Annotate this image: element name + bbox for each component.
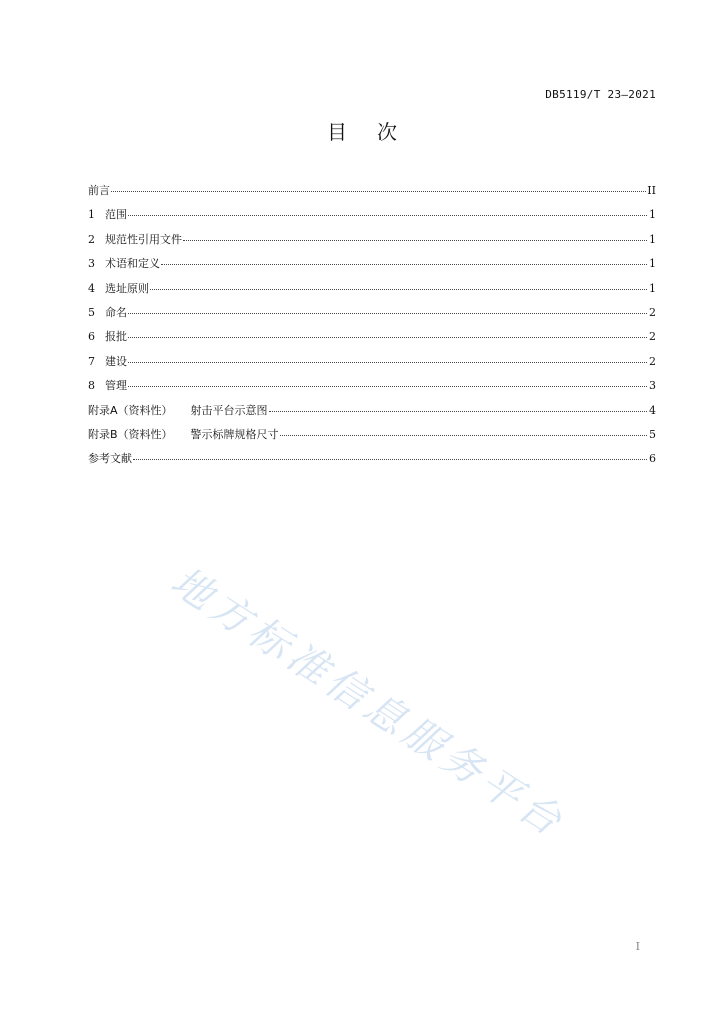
toc-entry[interactable] <box>88 231 656 255</box>
toc-dot-leader <box>128 361 647 363</box>
toc-entry[interactable] <box>88 353 656 377</box>
toc-entry-label: 参考文献 <box>88 452 132 466</box>
toc-entry-page: 2 <box>649 354 656 368</box>
toc-entry-page: 2 <box>649 330 656 344</box>
toc-entry-label: 规范性引用文件 <box>105 232 182 246</box>
page-title: 目次 <box>327 120 427 144</box>
toc-entry-number: 4 <box>88 281 95 295</box>
toc-dot-leader <box>183 239 647 241</box>
toc-entry-label: 附录B（资料性） <box>88 427 173 441</box>
page-number: I <box>635 940 640 953</box>
toc-entry-label: 命名 <box>105 305 127 319</box>
toc-entry[interactable] <box>88 206 656 230</box>
toc-entry-page: 5 <box>649 427 656 441</box>
toc-entry[interactable] <box>88 182 656 206</box>
toc-entry-number: 3 <box>88 257 95 271</box>
toc-entry-label: 范围 <box>105 208 127 222</box>
toc-entry-label: 选址原则 <box>105 281 149 295</box>
toc-entry-number: 6 <box>88 330 95 344</box>
toc-entry-label: 附录A（资料性） <box>88 403 173 417</box>
document-code: DB5119/T 23—2021 <box>545 88 656 101</box>
toc-entry[interactable] <box>88 280 656 304</box>
toc-entry-page: 1 <box>649 257 656 271</box>
toc-dot-leader <box>128 336 647 338</box>
toc-entry-label: 管理 <box>105 379 127 393</box>
toc-entry-label: 前言 <box>88 184 110 197</box>
toc-dot-leader <box>150 288 647 290</box>
toc-entry-number: 2 <box>88 232 95 246</box>
toc-entry[interactable] <box>88 450 656 474</box>
toc-entry-page: 1 <box>649 232 656 246</box>
toc-entry-subtitle: 警示标牌规格尺寸 <box>190 427 279 441</box>
toc-entry-page: 3 <box>649 379 656 393</box>
toc-entry-page: II <box>647 184 656 197</box>
toc-entry-number: 5 <box>88 305 95 319</box>
toc-entry-page: 4 <box>649 403 656 417</box>
toc-entry-label: 术语和定义 <box>105 257 160 271</box>
toc-entry-page: 1 <box>649 281 656 295</box>
toc-dot-leader <box>133 458 647 460</box>
toc-entry[interactable] <box>88 255 656 279</box>
toc-dot-leader <box>128 312 647 314</box>
toc-entry-page: 1 <box>649 208 656 222</box>
toc-entry-number: 1 <box>88 208 95 222</box>
toc-entry-page: 2 <box>649 305 656 319</box>
toc-entry[interactable] <box>88 377 656 401</box>
table-of-contents <box>88 182 656 475</box>
toc-entry-label: 报批 <box>105 330 127 344</box>
watermark: 地方标准信息服务平台 <box>162 558 574 848</box>
toc-dot-leader <box>111 190 646 192</box>
toc-entry-page: 6 <box>649 452 656 466</box>
toc-dot-leader <box>128 214 647 216</box>
toc-entry[interactable] <box>88 402 656 426</box>
toc-entry-subtitle: 射击平台示意图 <box>190 403 268 417</box>
toc-dot-leader <box>128 385 647 387</box>
toc-entry[interactable] <box>88 426 656 450</box>
toc-dot-leader <box>269 410 647 412</box>
toc-entry-label: 建设 <box>105 354 127 368</box>
toc-entry-number: 7 <box>88 354 95 368</box>
toc-dot-leader <box>280 434 647 436</box>
toc-entry-number: 8 <box>88 379 95 393</box>
toc-entry[interactable] <box>88 328 656 352</box>
toc-entry[interactable] <box>88 304 656 328</box>
toc-dot-leader <box>161 263 647 265</box>
